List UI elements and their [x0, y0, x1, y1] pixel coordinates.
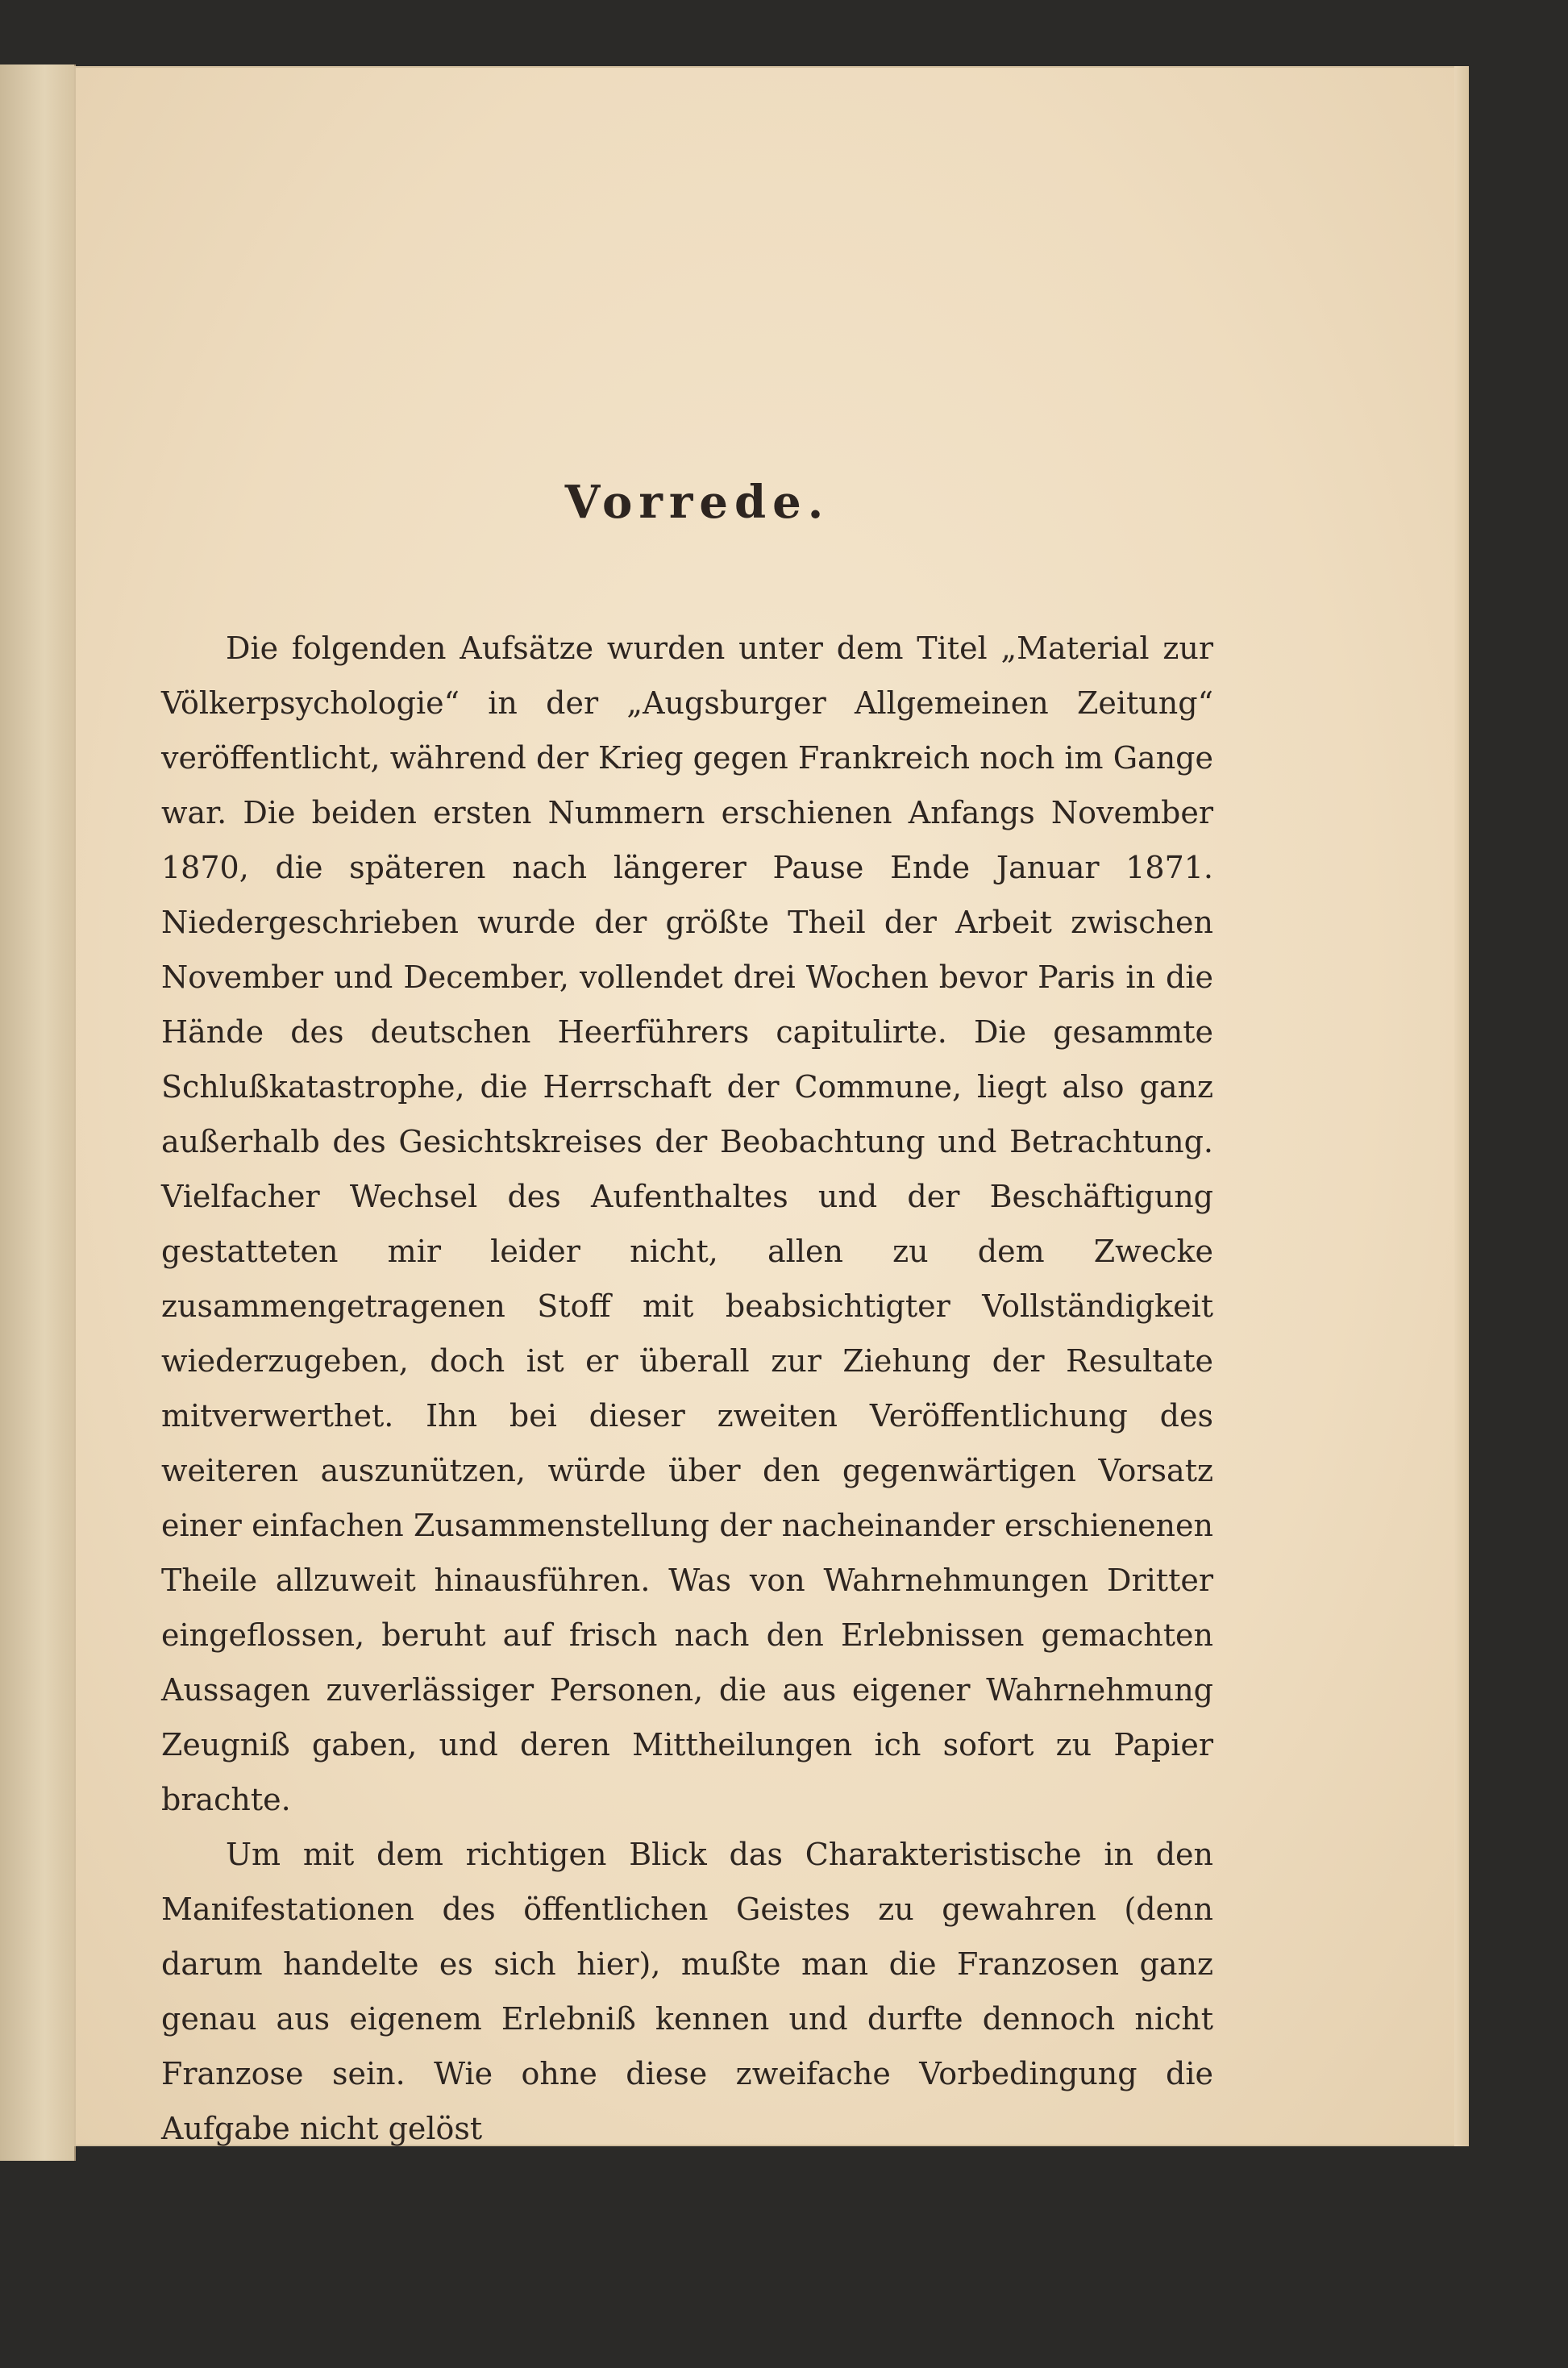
page-heading: Vorrede. — [564, 476, 830, 529]
body-text — [161, 621, 1213, 2156]
facing-page-edge — [0, 65, 76, 2161]
paragraph-1: Die folgenden Aufsätze wurden unter dem Titel „Material zur Völkerpsychologie“ in der „Augsburger Allgemeinen Zeitung“ veröffentlicht, während der Krieg gegen Frankreich noch im Gange war. Die beiden ersten Nummern erschienen Anfangs November 1870, die späteren nach längerer Pause Ende Januar 1871. Niedergeschrieben wurde der größte Theil der Arbeit zwischen November und December, vollendet drei Wochen bevor Paris in die Hände des deutschen Heerführers capitulirte. Die gesammte Schlußkatastrophe, die Herrschaft der Commune, liegt also ganz außerhalb des Gesichtskreises der Beobachtung und Betrachtung. Vielfacher Wechsel des Aufenthaltes und der Beschäftigung gestatteten mir leider nicht, allen zu dem Zwecke zusammengetragenen Stoff mit beabsichtigter Vollständigkeit wiederzugeben, doch ist er überall zur Ziehung der Resultate mitverwerthet. Ihn bei dieser zweiten Veröffentlichung des weiteren auszunützen, würde über den gegenwärtigen Vorsatz einer einfachen Zusammenstellung der nacheinander erschienenen Theile allzuweit hinausführen. Was von Wahrnehmungen Dritter eingeflossen, beruht auf frisch nach den Erlebnissen gemachten Aussagen zuverlässiger Personen, die aus eigener Wahrnehmung Zeugniß gaben, und deren Mittheilungen ich sofort zu Papier brachte. — [161, 630, 1213, 1817]
page-edge-shadow — [1454, 66, 1469, 2146]
paragraph-2: Um mit dem richtigen Blick das Charakteristische in den Manifestationen des öffentlichen Geistes zu gewahren (denn darum handelte es sich hier), mußte man die Franzosen ganz genau aus eigenem Erlebniß kennen und durfte dennoch nicht Franzose sein. Wie ohne diese zweifache Vorbedingung die Aufgabe nicht gelöst — [161, 1837, 1213, 2146]
